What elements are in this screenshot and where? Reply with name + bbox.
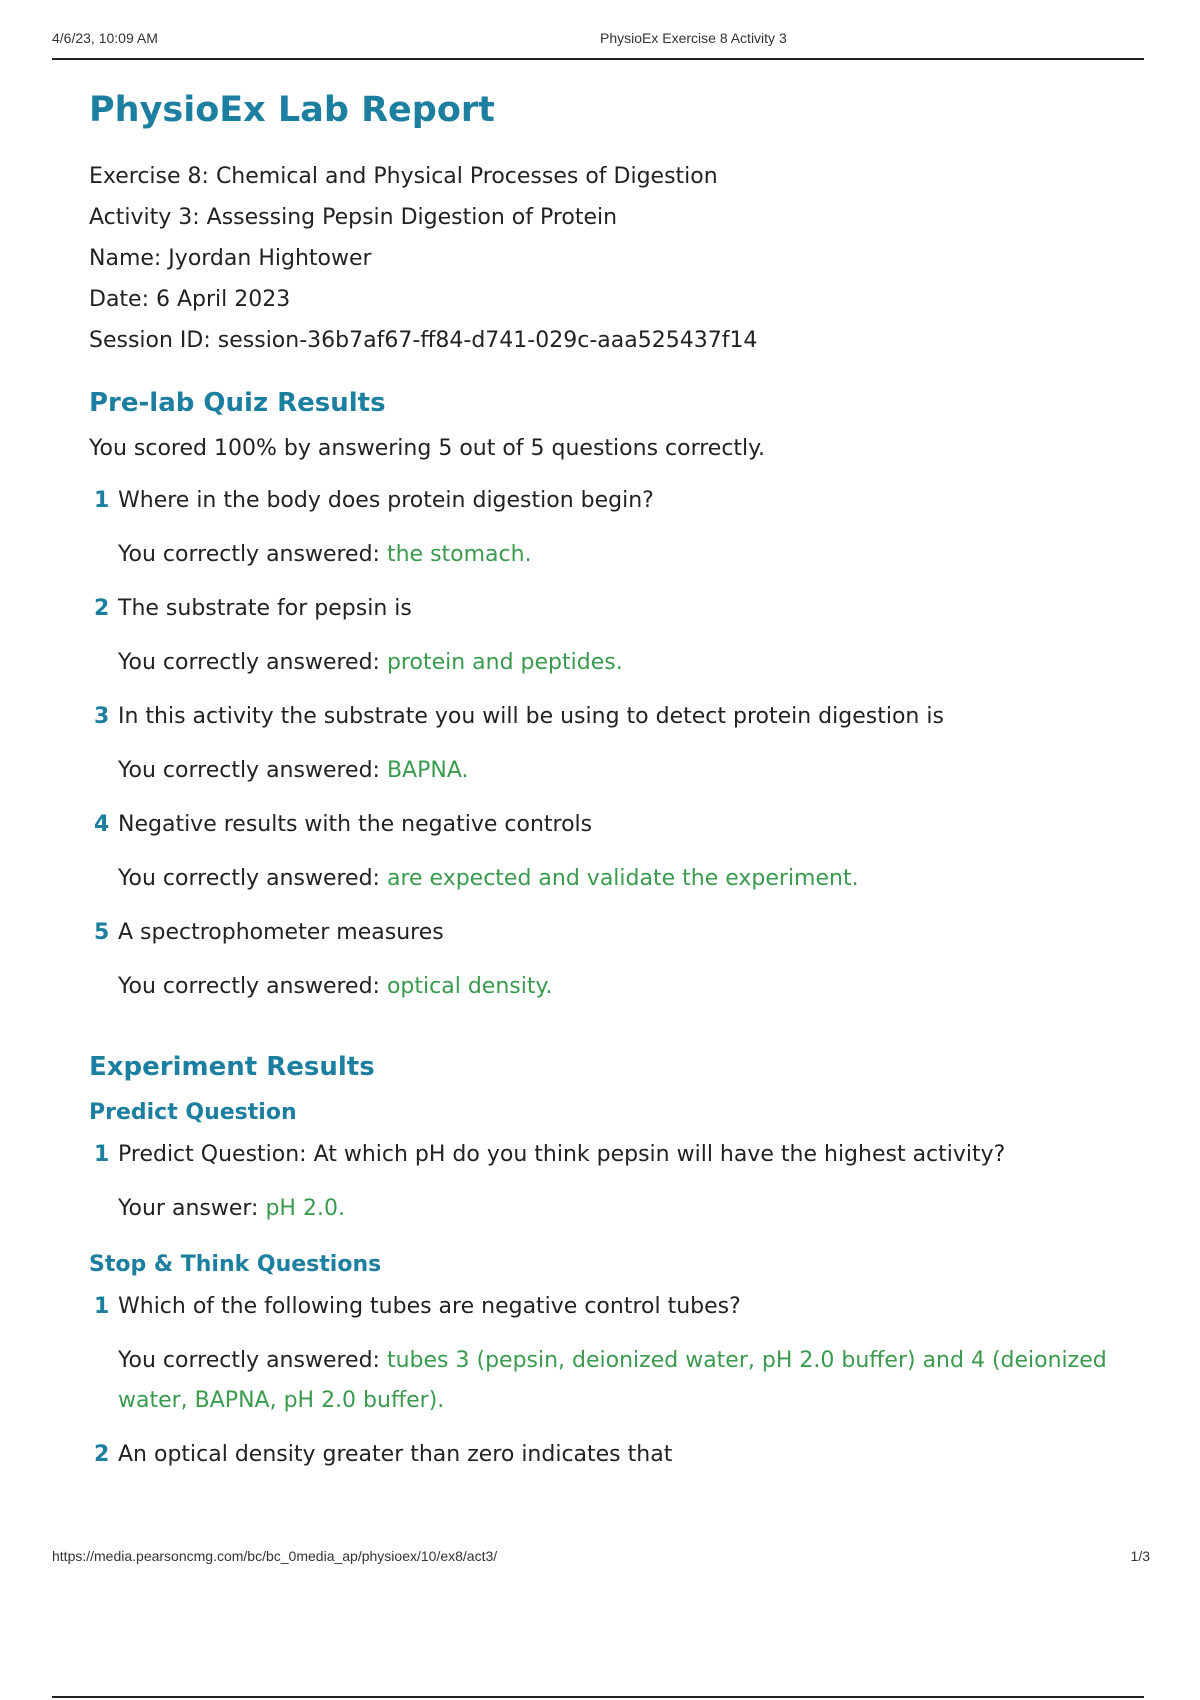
answer-prefix: You correctly answered: — [118, 542, 380, 567]
predict-heading: Predict Question — [89, 1100, 297, 1125]
question-number: 1 — [94, 1294, 110, 1319]
exercise-line: Exercise 8: Chemical and Physical Processes of Digestion — [89, 164, 718, 189]
date-line: Date: 6 April 2023 — [89, 287, 291, 312]
prelab-question — [89, 589, 1139, 683]
answer-value: BAPNA. — [386, 758, 469, 783]
score-text: You scored 100% by answering 5 out of 5 questions correctly. — [89, 436, 766, 461]
bottom-divider — [52, 1696, 1144, 1698]
question-answer — [118, 751, 1139, 791]
question-answer — [118, 1189, 1139, 1229]
session-line: Session ID: session-36b7af67-ff84-d741-029c-aaa525437f14 — [89, 328, 758, 353]
answer-prefix: You correctly answered: — [118, 650, 380, 675]
stop-think-heading: Stop & Think Questions — [89, 1252, 382, 1277]
prelab-question — [89, 913, 1139, 1007]
question-text: A spectrophometer measures — [118, 920, 444, 945]
answer-value: tubes 3 (pepsin, deionized water, pH 2.0 buffer) and 4 (deionized water, BAPNA, pH 2.0 buffer). — [118, 1348, 1107, 1413]
answer-value: optical density. — [386, 974, 553, 999]
answer-value: pH 2.0. — [265, 1196, 345, 1221]
answer-value: protein and peptides. — [386, 650, 623, 675]
answer-value: the stomach. — [386, 542, 532, 567]
print-date: 4/6/23, 10:09 AM — [52, 30, 158, 46]
answer-value: are expected and validate the experiment. — [386, 866, 859, 891]
source-url: https://media.pearsoncmg.com/bc/bc_0media_ap/physioex/10/ex8/act3/ — [52, 1548, 498, 1564]
name-line: Name: Jyordan Hightower — [89, 246, 372, 271]
prelab-question — [89, 697, 1139, 791]
activity-line: Activity 3: Assessing Pepsin Digestion of Protein — [89, 205, 618, 230]
question-answer — [118, 967, 1139, 1007]
prelab-question — [89, 805, 1139, 899]
print-header — [52, 30, 1144, 60]
prelab-question — [89, 481, 1139, 575]
answer-prefix: You correctly answered: — [118, 758, 380, 783]
question-answer — [118, 643, 1139, 683]
question-text: The substrate for pepsin is — [118, 596, 412, 621]
question-number: 5 — [94, 920, 110, 945]
question-number: 1 — [94, 488, 110, 513]
page-number: 1/3 — [1130, 1548, 1150, 1564]
question-text: Predict Question: At which pH do you think pepsin will have the highest activity? — [118, 1142, 1006, 1167]
question-answer — [118, 535, 1139, 575]
stop-think-question — [89, 1287, 1139, 1421]
section-spacer — [89, 1021, 1139, 1043]
answer-prefix: You correctly answered: — [118, 1348, 380, 1373]
question-answer — [118, 1341, 1139, 1421]
print-title: PhysioEx Exercise 8 Activity 3 — [600, 30, 787, 46]
question-number: 2 — [94, 596, 110, 621]
question-text: Where in the body does protein digestion begin? — [118, 488, 654, 513]
prelab-heading: Pre-lab Quiz Results — [89, 388, 386, 418]
stop-think-question — [89, 1435, 1139, 1475]
question-text: An optical density greater than zero indicates that — [118, 1442, 673, 1467]
question-number: 3 — [94, 704, 110, 729]
answer-prefix: Your answer: — [118, 1196, 259, 1221]
experiment-heading: Experiment Results — [89, 1052, 375, 1082]
question-answer — [118, 859, 1139, 899]
answer-prefix: You correctly answered: — [118, 866, 380, 891]
question-text: In this activity the substrate you will be using to detect protein digestion is — [118, 704, 944, 729]
report-meta — [89, 156, 1139, 361]
question-number: 2 — [94, 1442, 110, 1467]
question-number: 4 — [94, 812, 110, 837]
question-text: Which of the following tubes are negative control tubes? — [118, 1294, 741, 1319]
predict-question — [89, 1135, 1139, 1229]
report-title: PhysioEx Lab Report — [89, 90, 495, 130]
answer-prefix: You correctly answered: — [118, 974, 380, 999]
question-number: 1 — [94, 1142, 110, 1167]
question-text: Negative results with the negative controls — [118, 812, 593, 837]
report-content — [89, 84, 1139, 1489]
